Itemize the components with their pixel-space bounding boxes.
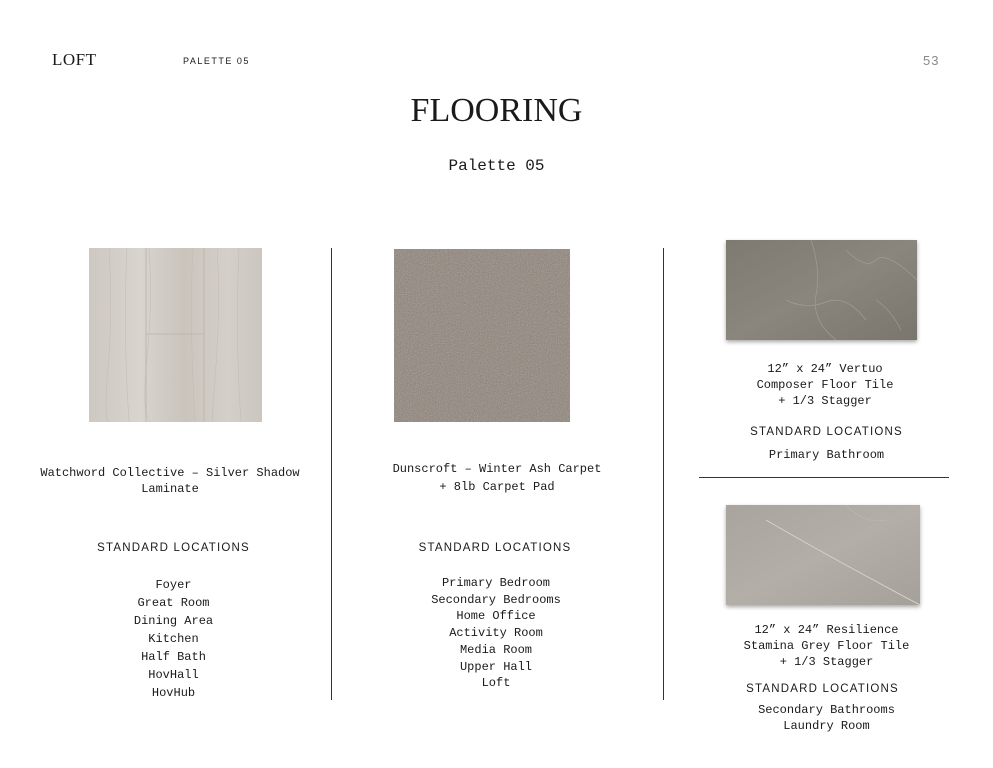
brand-title: LOFT (52, 50, 97, 69)
laminate-locations-heading: STANDARD LOCATIONS (97, 542, 250, 554)
list-item: Primary Bathroom (768, 448, 885, 462)
laminate-product-name: Watchword Collective – Silver Shadow Laminate (40, 466, 300, 496)
column-divider-left (331, 248, 332, 700)
laminate-swatch (89, 248, 262, 422)
list-item: Media Room (459, 642, 532, 657)
list-item: Secondary Bathrooms (758, 703, 895, 717)
resilience-tile-locations-heading: STANDARD LOCATIONS (746, 683, 899, 695)
list-item: Half Bath (141, 650, 206, 664)
resilience-tile-product-name: 12” x 24” Resilience Stamina Grey Floor Tile + 1/3 Stagger (743, 623, 910, 669)
column-divider-right (663, 248, 664, 700)
resilience-tile-locations-list (700, 702, 953, 734)
page-number: 53 (923, 53, 940, 68)
laminate-locations-list (20, 576, 327, 702)
carpet-product-name: Dunscroft – Winter Ash Carpet + 8lb Carpet Pad (392, 462, 602, 494)
list-item: Kitchen (148, 632, 199, 646)
carpet-locations-heading: STANDARD LOCATIONS (418, 542, 572, 554)
list-item: Activity Room (449, 626, 543, 641)
list-item: Loft (481, 676, 511, 691)
vertuo-tile-locations-heading: STANDARD LOCATIONS (750, 426, 903, 438)
list-item: Laundry Room (783, 719, 870, 733)
carpet-locations-list (340, 575, 652, 692)
list-item: Foyer (155, 578, 192, 592)
list-item: Home Office (456, 609, 536, 624)
page-title: FLOORING (410, 92, 583, 129)
list-item: HovHub (151, 686, 196, 700)
list-item: Secondary Bedrooms (431, 592, 561, 607)
vertuo-tile-product-name: 12” x 24” Vertuo Composer Floor Tile + 1/3 Stagger (756, 362, 894, 408)
list-item: Dining Area (133, 614, 214, 628)
resilience-tile-swatch (726, 505, 920, 605)
carpet-swatch (394, 249, 570, 422)
vertuo-tile-swatch (726, 240, 917, 340)
palette-tag: PALETTE 05 (183, 56, 250, 66)
page-subtitle: Palette 05 (448, 157, 545, 175)
list-item: Upper Hall (459, 659, 532, 674)
list-item: HovHall (148, 668, 199, 682)
list-item: Great Room (137, 596, 210, 610)
tile-divider (699, 477, 949, 478)
vertuo-tile-locations-list (700, 447, 953, 463)
list-item: Primary Bedroom (441, 576, 551, 590)
